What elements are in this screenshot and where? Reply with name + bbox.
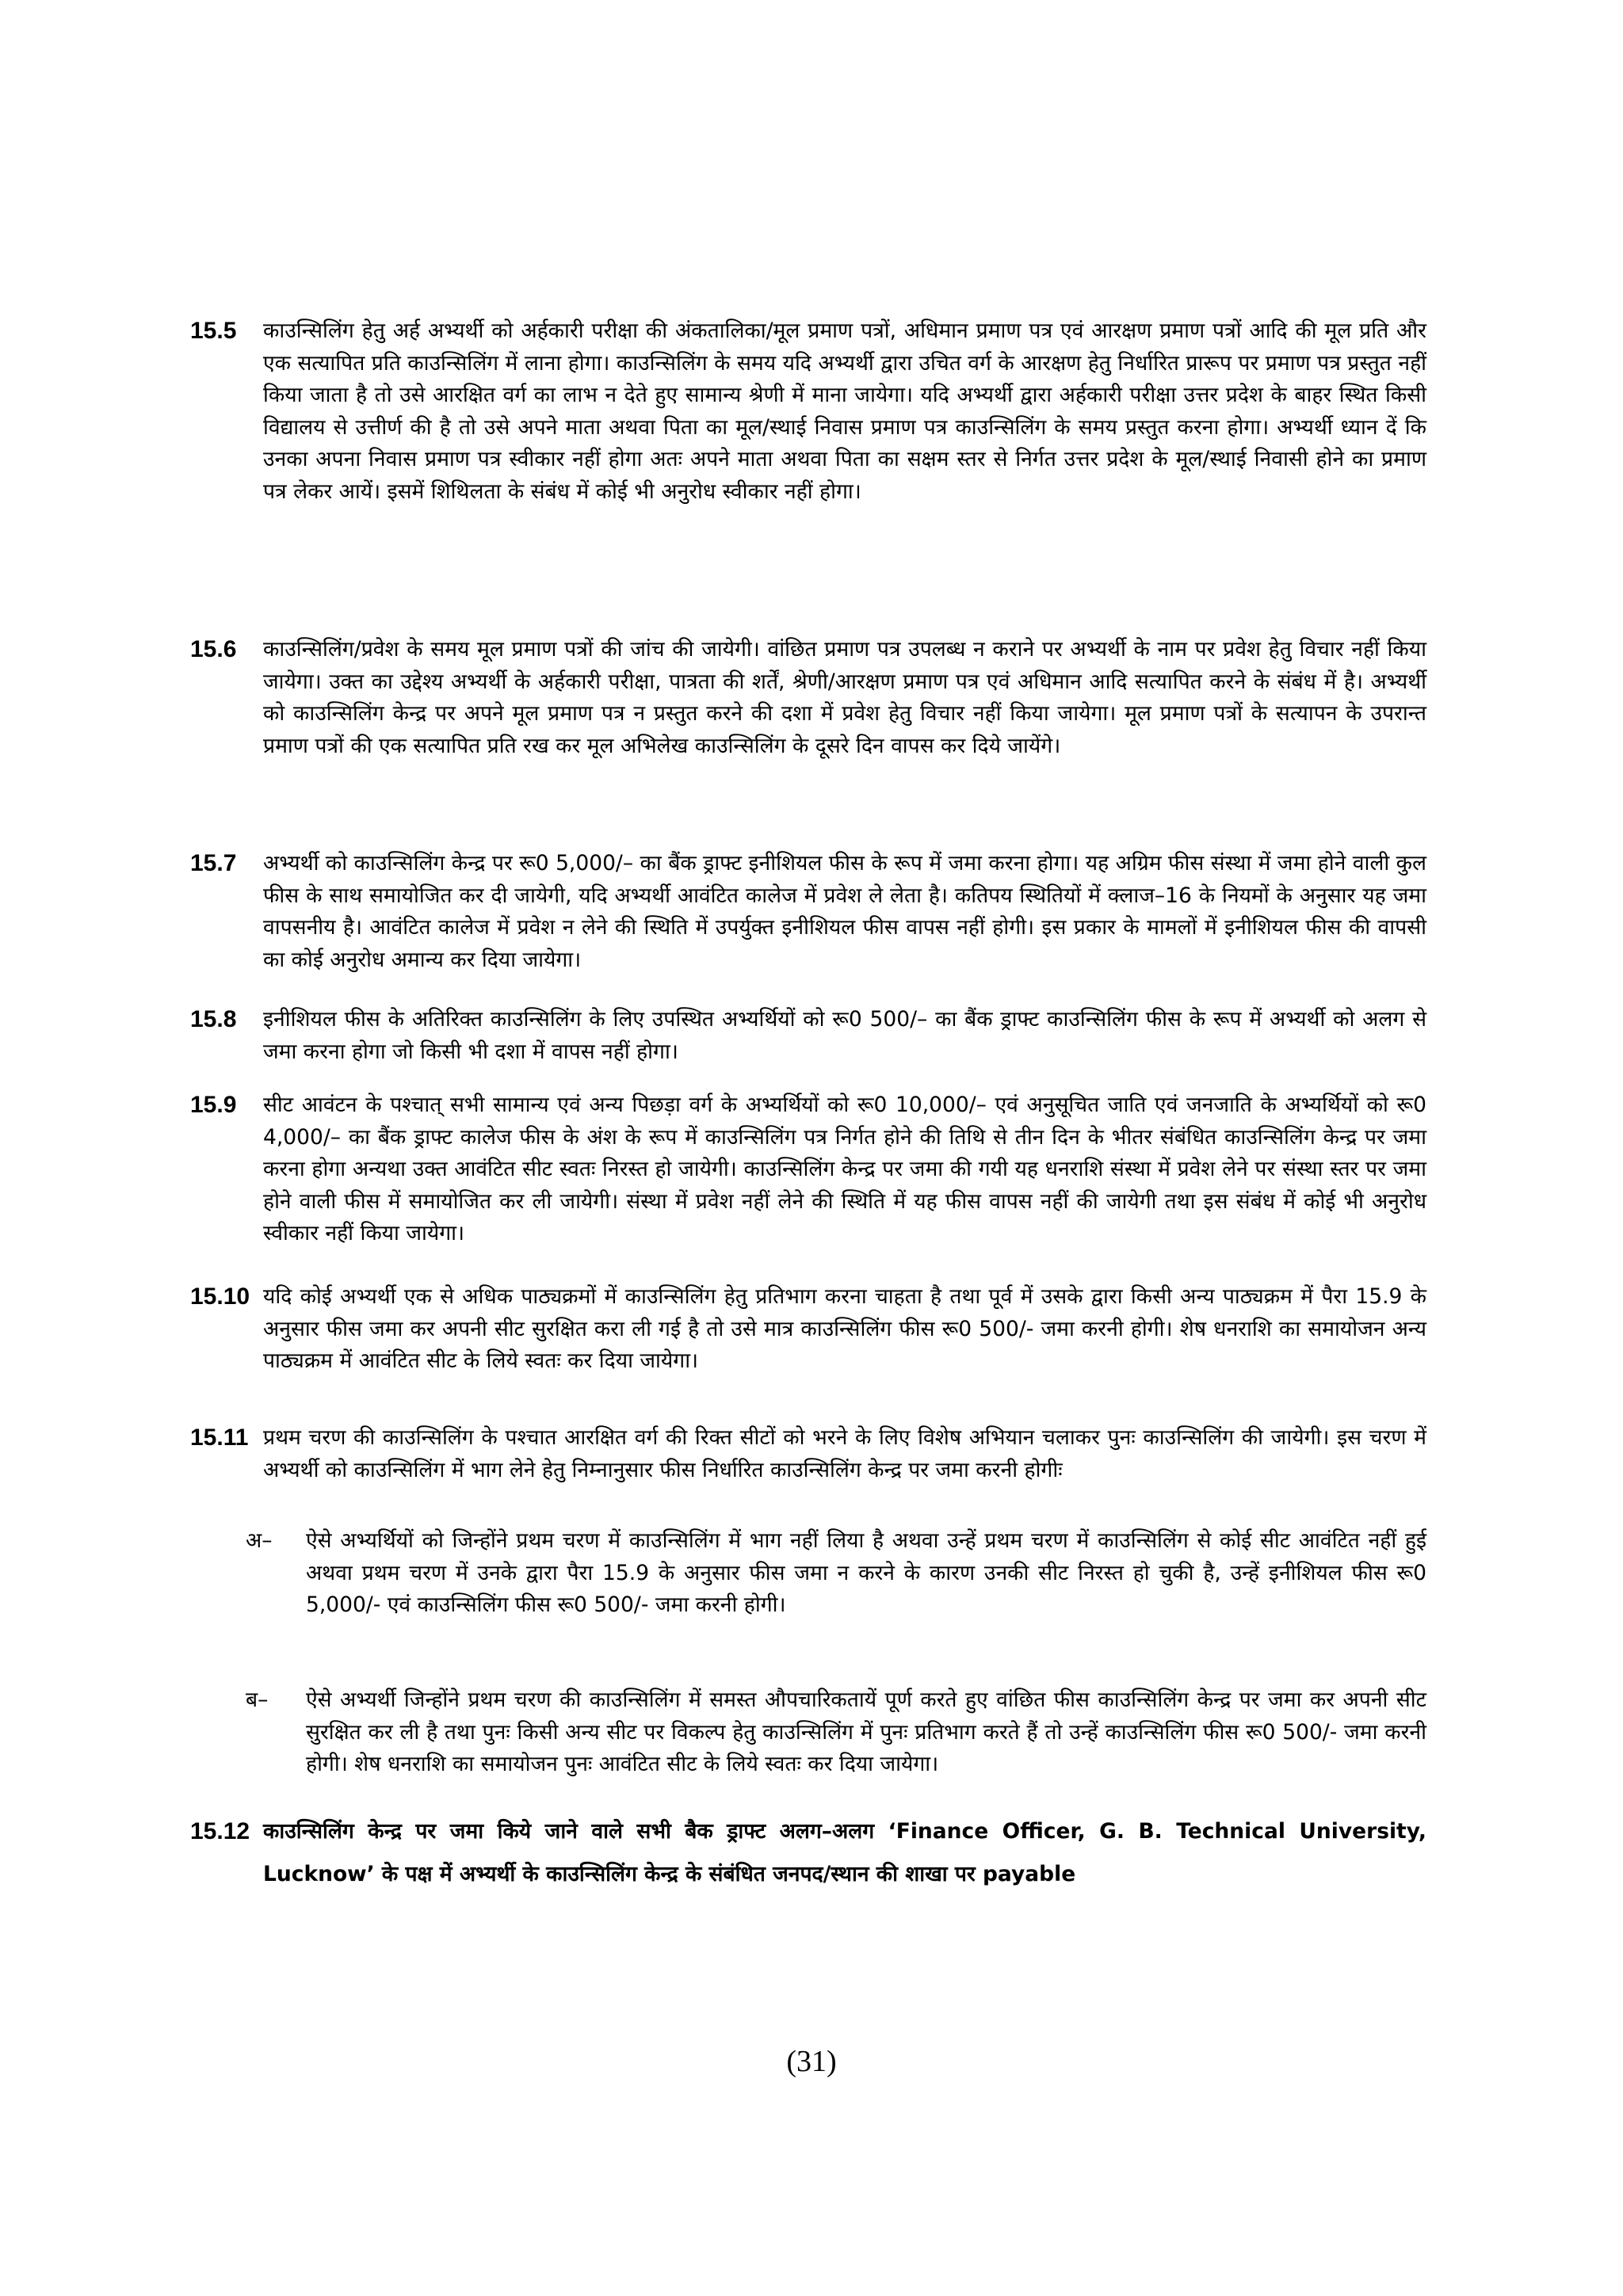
section-text: यदि कोई अभ्यर्थी एक से अधिक पाठ्यक्रमों में काउन्सिलिंग हेतु प्रतिभाग करना चाहता है तथा पूर्व में उसके द्वारा किसी अन्य पाठ्यक्रम में पैरा 15.9 के अनुसार फीस जमा कर अपनी सीट सुरक्षित करा ली गई है तो उसे मात्र काउन्सिलिंग फीस रू0 500/- जमा करनी होगी। शेष धनराशि का समायोजन अन्य पाठ्यक्रम में आवंटित सीट के लिये स्वतः कर दिया जायेगा। (263, 1284, 1426, 1373)
section-text: इनीशियल फीस के अतिरिक्त काउन्सिलिंग के लिए उपस्थित अभ्यर्थियों को रू0 500/– का बैंक ड्राफ्ट काउन्सिलिंग फीस के रूप में अभ्यर्थी को अलग से जमा करना होगा जो किसी भी दशा में वापस नहीं होगा। (263, 1007, 1426, 1064)
section-15-10 (190, 1281, 1426, 1378)
section-number: 15.6 (190, 636, 237, 662)
section-15-9 (190, 1089, 1426, 1250)
section-text: काउन्सिलिंग/प्रवेश के समय मूल प्रमाण पत्रों की जांच की जायेगी। वांछित प्रमाण पत्र उपलब्ध न कराने पर अभ्यर्थी के नाम पर प्रवेश हेतु विचार नहीं किया जायेगा। उक्त का उद्देश्य अभ्यर्थी के अर्हकारी परीक्षा, पात्रता की शर्तें, श्रेणी/आरक्षण प्रमाण पत्र एवं अधिमान आदि सत्यापित करने के संबंध में है। अभ्यर्थी को काउन्सिलिंग केन्द्र पर अपने मूल प्रमाण पत्र न प्रस्तुत करने की दशा में प्रवेश हेतु विचार नहीं किया जायेगा। मूल प्रमाण पत्रों के सत्यापन के उपरान्त प्रमाण पत्रों की एक सत्यापित प्रति रख कर मूल अभिलेख काउन्सिलिंग के दूसरे दिन वापस कर दिये जायेंगे। (263, 637, 1426, 758)
section-text: सीट आवंटन के पश्चात् सभी सामान्य एवं अन्य पिछड़ा वर्ग के अभ्यर्थियों को रू0 10,000/– एवं अनुसूचित जाति एवं जनजाति के अभ्यर्थियों को रू0 4,000/– का बैंक ड्राफ्ट कालेज फीस के अंश के रूप में काउन्सिलिंग पत्र निर्गत होने की तिथि से तीन दिन के भीतर संबंधित काउन्सिलिंग केन्द्र पर जमा करना होगा अन्यथा उक्त आवंटित सीट स्वतः निरस्त हो जायेगी। काउन्सिलिंग केन्द्र पर जमा की गयी यह धनराशि संस्था में प्रवेश लेने पर संस्था स्तर पर जमा होने वाली फीस में समायोजित कर ली जायेगी। संस्था में प्रवेश नहीं लेने की स्थिति में यह फीस वापस नहीं की जायेगी तथा इस संबंध में कोई भी अनुरोध स्वीकार नहीं किया जायेगा। (263, 1093, 1426, 1245)
section-15-7 (190, 848, 1426, 976)
section-15-11 (190, 1422, 1426, 1486)
section-number: 15.11 (190, 1425, 249, 1451)
section-number: 15.5 (190, 318, 237, 344)
subitem-text: ऐसे अभ्यर्थी जिन्होंने प्रथम चरण की काउन्सिलिंग में समस्त औपचारिकतायें पूर्ण करते हुए वांछित फीस काउन्सिलिंग केन्द्र पर जमा कर अपनी सीट सुरक्षित कर ली है तथा पुनः किसी अन्य सीट पर विकल्प हेतु काउन्सिलिंग में पुनः प्रतिभाग करते हैं तो उन्हें काउन्सिलिंग फीस रू0 500/- जमा करनी होगी। शेष धनराशि का समायोजन पुनः आवंटित सीट के लिये स्वतः कर दिया जायेगा। (306, 1688, 1426, 1776)
section-15-5 (190, 315, 1426, 508)
section-number: 15.8 (190, 1006, 237, 1032)
subitem-b (246, 1684, 1426, 1781)
section-number: 15.9 (190, 1092, 237, 1118)
section-15-8 (190, 1004, 1426, 1068)
subitem-marker: अ– (246, 1528, 273, 1553)
section-number: 15.10 (190, 1283, 250, 1310)
section-15-12 (190, 1810, 1426, 1896)
section-number: 15.7 (190, 850, 237, 876)
subitem-a (246, 1525, 1426, 1622)
section-text: काउन्सिलिंग हेतु अर्ह अभ्यर्थी को अर्हकारी परीक्षा की अंकतालिका/मूल प्रमाण पत्रों, अधिमान प्रमाण पत्र एवं आरक्षण प्रमाण पत्रों आदि की मूल प्रति और एक सत्यापित प्रति काउन्सिलिंग में लाना होगा। काउन्सिलिंग के समय यदि अभ्यर्थी द्वारा उचित वर्ग के आरक्षण हेतु निर्धारित प्रारूप पर प्रमाण पत्र प्रस्तुत नहीं किया जाता है तो उसे आरक्षित वर्ग का लाभ न देते हुए सामान्य श्रेणी में माना जायेगा। यदि अभ्यर्थी द्वारा अर्हकारी परीक्षा उत्तर प्रदेश के बाहर स्थित किसी विद्यालय से उत्तीर्ण की है तो उसे अपने माता अथवा पिता का मूल/स्थाई निवास प्रमाण पत्र काउन्सिलिंग के समय प्रस्तुत करना होगा। अभ्यर्थी ध्यान दें कि उनका अपना निवास प्रमाण पत्र स्वीकार नहीं होगा अतः अपने माता अथवा पिता का सक्षम स्तर से निर्गत उत्तर प्रदेश के मूल/स्थाई निवासी होने का प्रमाण पत्र लेकर आयें। इसमें शिथिलता के संबंध में कोई भी अनुरोध स्वीकार नहीं होगा। (263, 318, 1426, 504)
section-text: अभ्यर्थी को काउन्सिलिंग केन्द्र पर रू0 5,000/– का बैंक ड्राफ्ट इनीशियल फीस के रूप में जमा करना होगा। यह अग्रिम फीस संस्था में जमा होने वाली कुल फीस के साथ समायोजित कर दी जायेगी, यदि अभ्यर्थी आवंटित कालेज में प्रवेश ले लेता है। कतिपय स्थितियों में क्लाज–16 के नियमों के अनुसार यह जमा वापसनीय है। आवंटित कालेज में प्रवेश न लेने की स्थिति में उपर्युक्त इनीशियल फीस वापस नहीं होगी। इस प्रकार के मामलों में इनीशियल फीस की वापसी का कोई अनुरोध अमान्य कर दिया जायेगा। (263, 851, 1426, 972)
section-number: 15.12 (190, 1818, 250, 1844)
subitem-text: ऐसे अभ्यर्थियों को जिन्होंने प्रथम चरण में काउन्सिलिंग में भाग नहीं लिया है अथवा उन्हें प्रथम चरण में काउन्सिलिंग से कोई सीट आवंटित नहीं हुई अथवा प्रथम चरण में उनके द्वारा पैरा 15.9 के अनुसार फीस जमा न करने के कारण उनकी सीट निरस्त हो चुकी है, उन्हें इनीशियल फीस रू0 5,000/- एवं काउन्सिलिंग फीस रू0 500/- जमा करनी होगी। (306, 1528, 1426, 1617)
section-15-6 (190, 634, 1426, 762)
section-text: काउन्सिलिंग केन्द्र पर जमा किये जाने वाले सभी बैक ड्राफ्ट अलग–अलग ‘Finance Officer, G. B. Technical University, Lucknow’ के पक्ष में अभ्यर्थी के काउन्सिलिंग केन्द्र के संबंधित जनपद/स्थान की शाखा पर payable (263, 1819, 1426, 1886)
subitem-marker: ब– (246, 1688, 269, 1712)
section-text: प्रथम चरण की काउन्सिलिंग के पश्चात आरक्षित वर्ग की रिक्त सीटों को भरने के लिए विशेष अभियान चलाकर पुनः काउन्सिलिंग की जायेगी। इस चरण में अभ्यर्थी को काउन्सिलिंग में भाग लेने हेतु निम्नानुसार फीस निर्धारित काउन्सिलिंग केन्द्र पर जमा करनी होगीः (263, 1425, 1426, 1482)
page-number: (31) (786, 2045, 837, 2078)
